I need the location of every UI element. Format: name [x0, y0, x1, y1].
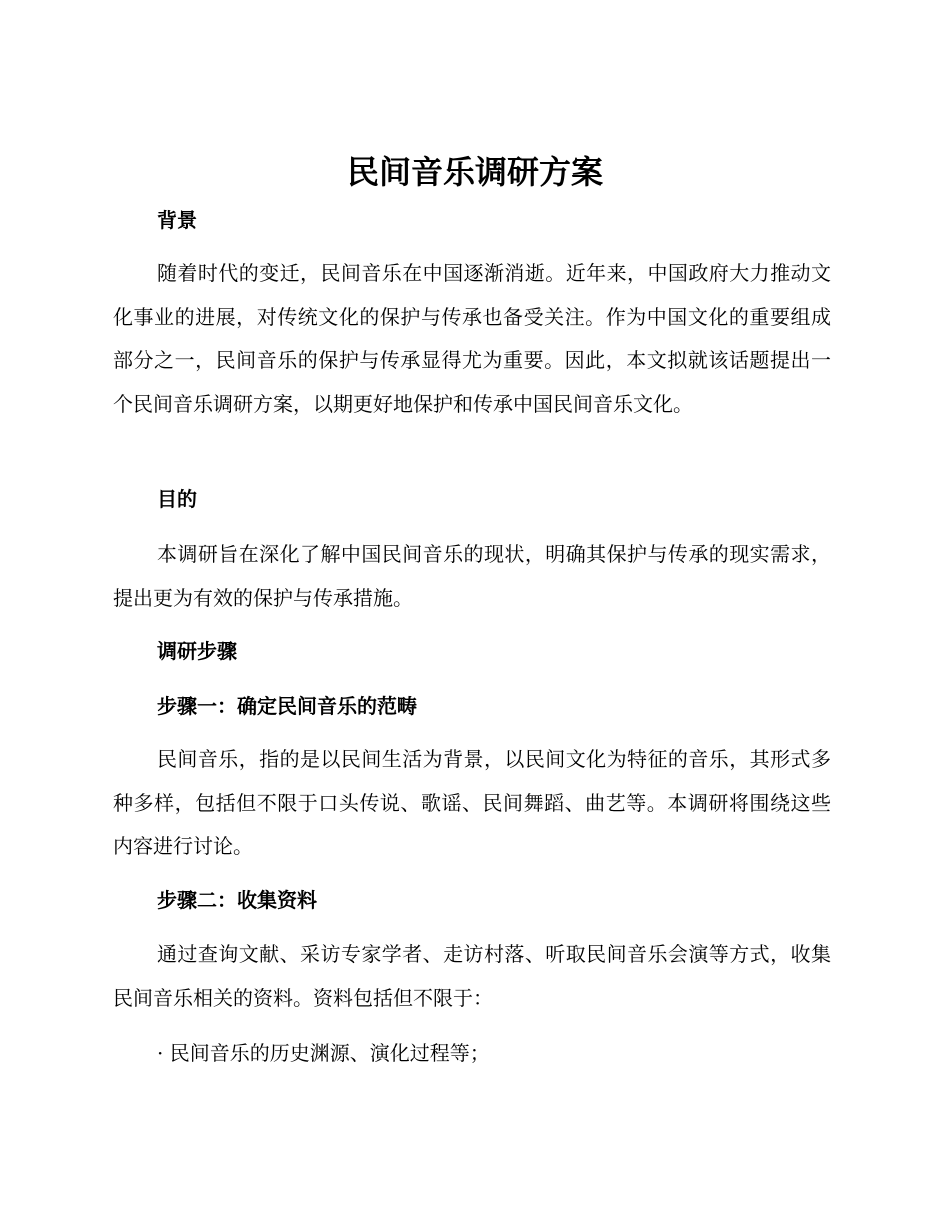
- purpose-heading: 目的: [157, 487, 197, 511]
- background-heading: 背景: [157, 208, 197, 232]
- steps-heading: 调研步骤: [157, 639, 237, 663]
- document-title: 民间音乐调研方案: [346, 153, 603, 191]
- background-paragraph: 随着时代的变迁，民间音乐在中国逐渐消逝。近年来，中国政府大力推动文化事业的进展，对传统文化的保护与传承也备受关注。作为中国文化的重要组成部分之一，民间音乐的保护与传承显得尤为重要。因此，本文拟就该话题提出一个民间音乐调研方案，以期更好地保护和传承中国民间音乐文化。: [113, 261, 831, 416]
- step2-paragraph: 通过查询文献、采访专家学者、走访村落、听取民间音乐会演等方式，收集民间音乐相关的资料。资料包括但不限于：: [113, 942, 831, 1010]
- step2-heading: 步骤二：收集资料: [157, 888, 317, 912]
- step1-heading: 步骤一：确定民间音乐的范畴: [157, 694, 417, 718]
- step1-paragraph: 民间音乐，指的是以民间生活为背景，以民间文化为特征的音乐，其形式多种多样，包括但不限于口头传说、歌谣、民间舞蹈、曲艺等。本调研将围绕这些内容进行讨论。: [113, 747, 831, 859]
- step2-bullet-item: · 民间音乐的历史渊源、演化过程等；: [157, 1041, 490, 1065]
- purpose-paragraph: 本调研旨在深化了解中国民间音乐的现状，明确其保护与传承的现实需求，提出更为有效的保护与传承措施。: [113, 542, 831, 610]
